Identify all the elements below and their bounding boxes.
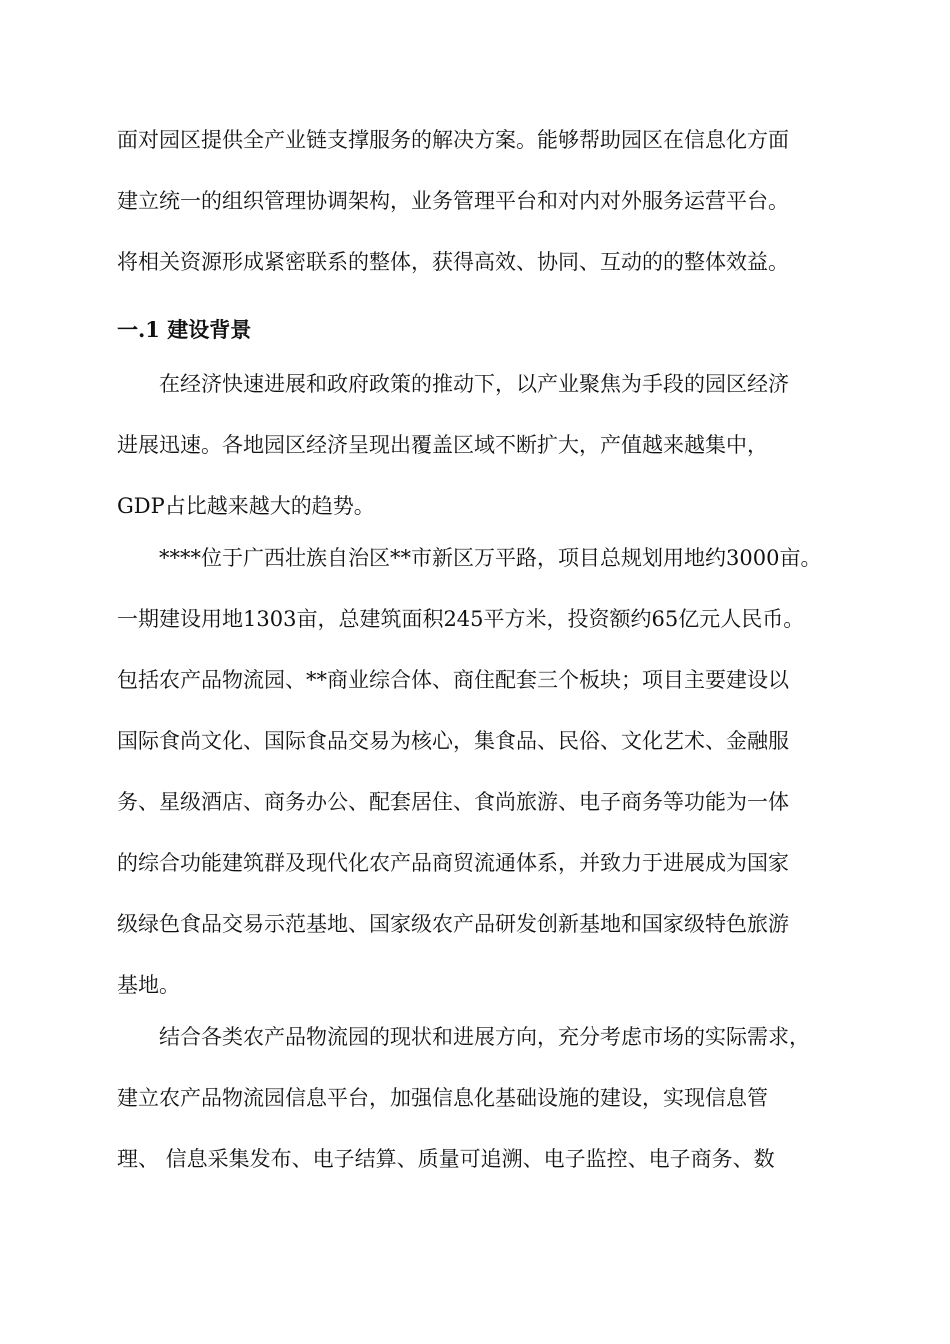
paragraph2-line-2: 一期建设用地1303亩，总建筑面积245平方米，投资额约65亿元人民币。 — [117, 607, 805, 631]
paragraph2-line-5: 务、星级酒店、商务办公、配套居住、食尚旅游、电子商务等功能为一体 — [117, 790, 789, 814]
paragraph2-line-7: 级绿色食品交易示范基地、国家级农产品研发创新基地和国家级特色旅游 — [117, 912, 789, 936]
paragraph3-line-3: 理、 信息采集发布、电子结算、质量可追溯、电子监控、电子商务、数 — [117, 1147, 775, 1171]
paragraph3-line-1: 结合各类农产品物流园的现状和进展方向，充分考虑市场的实际需求， — [159, 1025, 810, 1049]
paragraph1-line-1: 在经济快速进展和政府政策的推动下，以产业聚焦为手段的园区经济 — [159, 372, 789, 396]
paragraph2-line-3: 包括农产品物流园、**商业综合体、商住配套三个板块；项目主要建设以 — [117, 668, 789, 692]
intro-line-1: 面对园区提供全产业链支撑服务的解决方案。能够帮助园区在信息化方面 — [117, 128, 789, 152]
paragraph2-line-6: 的综合功能建筑群及现代化农产品商贸流通体系，并致力于进展成为国家 — [117, 851, 789, 875]
paragraph2-line-8: 基地。 — [117, 973, 180, 997]
paragraph2-line-1: ****位于广西壮族自治区**市新区万平路，项目总规划用地约3000亩。 — [159, 546, 822, 570]
intro-line-2: 建立统一的组织管理协调架构，业务管理平台和对内对外服务运营平台。 — [117, 189, 789, 213]
paragraph1-line-2: 进展迅速。各地园区经济呈现出覆盖区域不断扩大，产值越来越集中， — [117, 433, 768, 457]
paragraph1-line-3: GDP占比越来越大的趋势。 — [117, 494, 375, 518]
intro-line-3: 将相关资源形成紧密联系的整体，获得高效、协同、互动的的整体效益。 — [117, 250, 789, 274]
paragraph3-line-2: 建立农产品物流园信息平台，加强信息化基础设施的建设，实现信息管 — [117, 1086, 768, 1110]
paragraph2-line-4: 国际食尚文化、国际食品交易为核心，集食品、民俗、文化艺术、金融服 — [117, 729, 789, 753]
section-heading: 一.1 建设背景 — [117, 317, 252, 342]
